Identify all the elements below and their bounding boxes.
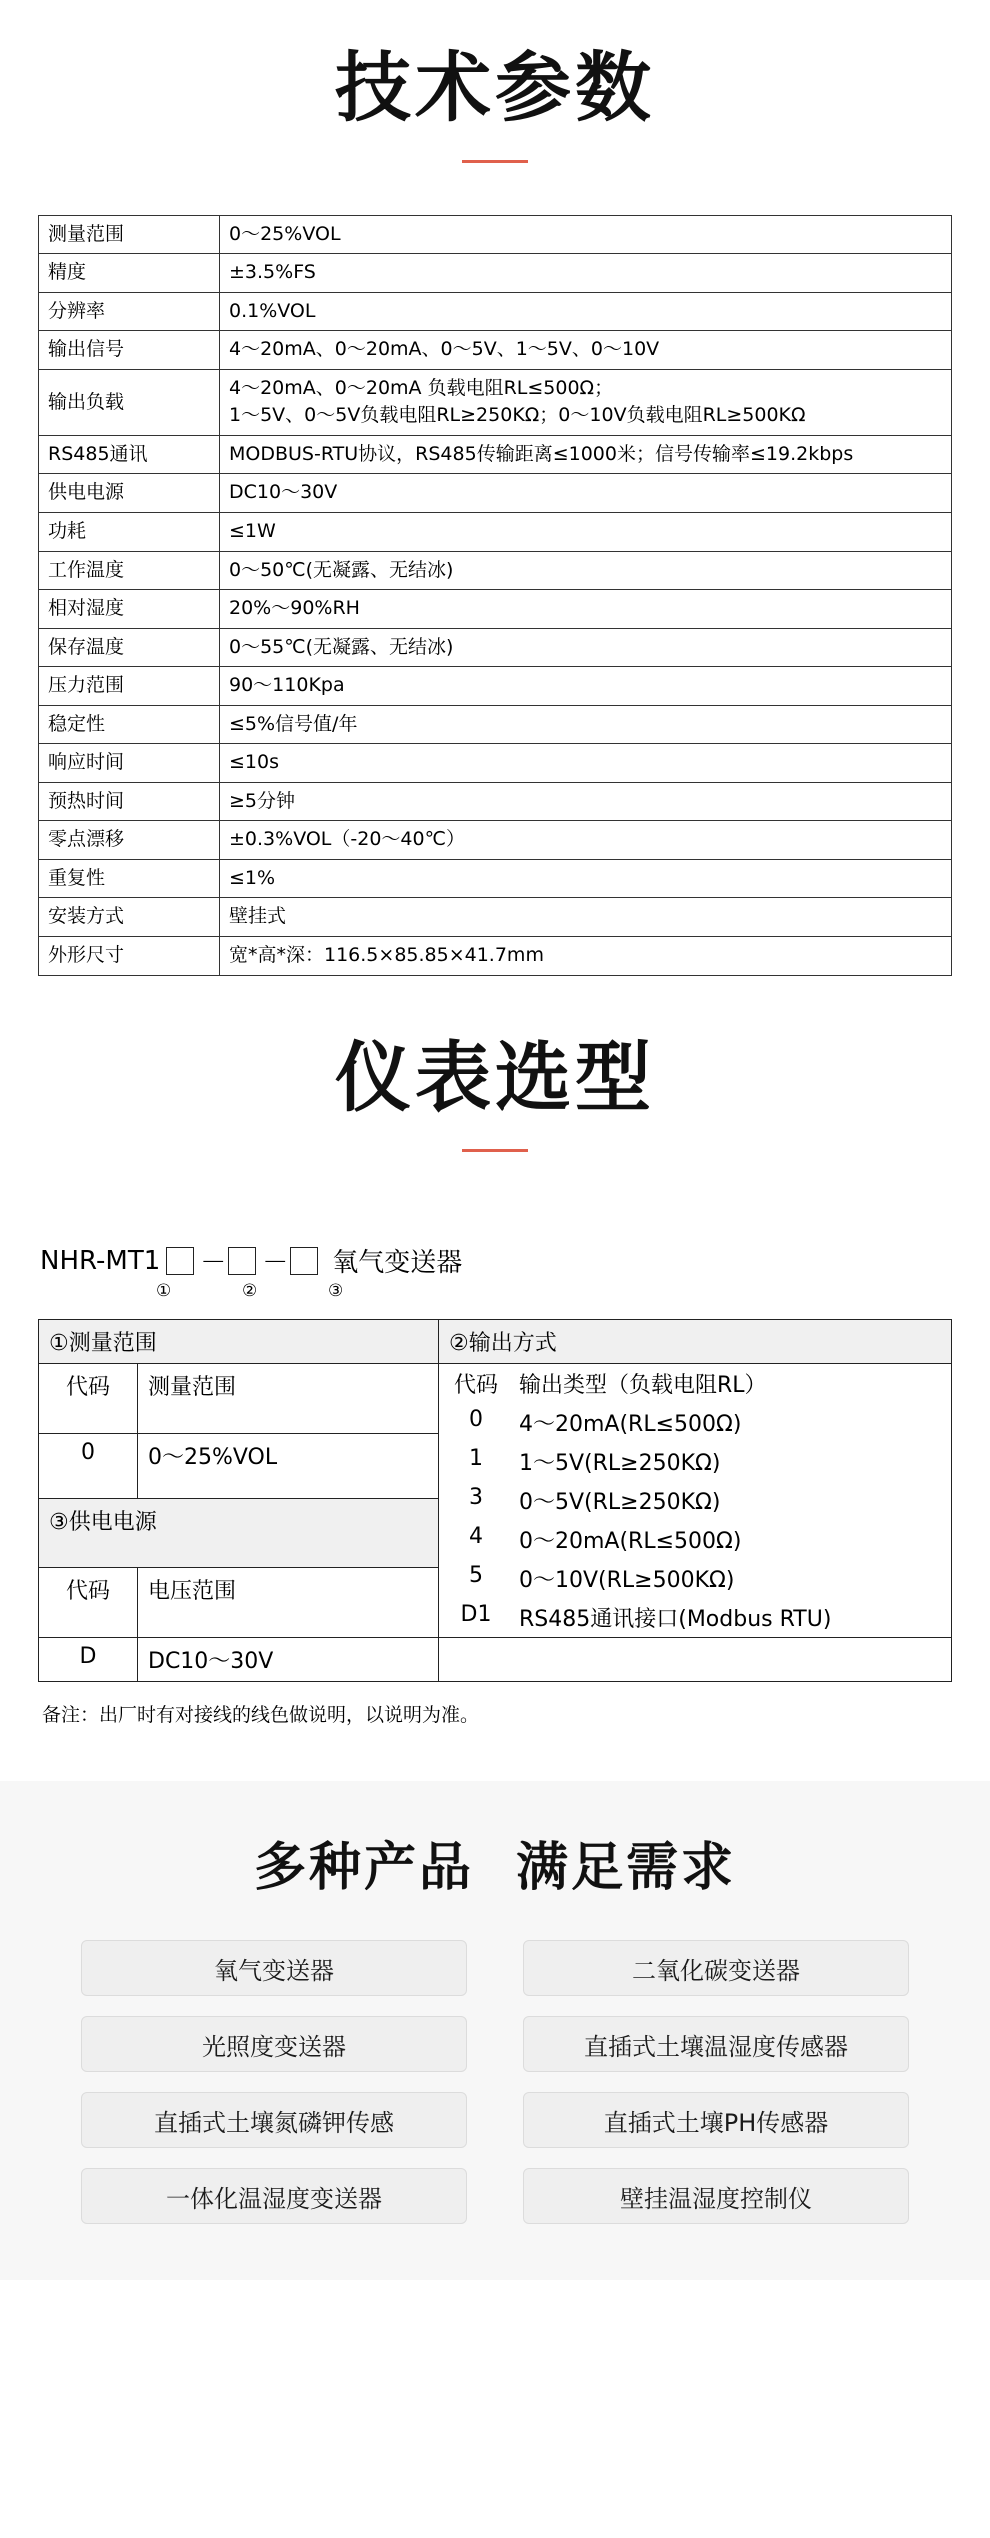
product-chip[interactable]: 直插式土壤PH传感器 xyxy=(523,2092,909,2148)
products-title-right: 满足需求 xyxy=(516,1838,737,1899)
group3-title: ③供电电源 xyxy=(39,1498,439,1568)
page-title-model: 仪表选型 xyxy=(335,1032,655,1122)
table-row xyxy=(39,590,952,629)
spec-value: 壁挂式 xyxy=(220,898,952,937)
spec-label: 压力范围 xyxy=(39,667,220,706)
model-prefix: NHR-MT1 xyxy=(40,1245,161,1276)
output-text: 1～5V(RL≥250KΩ) xyxy=(519,1451,721,1477)
model-dash-1: － xyxy=(200,1248,227,1279)
products-title-left: 多种产品 xyxy=(253,1838,474,1899)
output-code-header: 代码 xyxy=(453,1373,498,1399)
product-chip[interactable]: 二氧化碳变送器 xyxy=(523,1940,909,1996)
spec-label: 供电电源 xyxy=(39,474,220,513)
products-grid xyxy=(0,1940,990,2224)
table-row xyxy=(39,705,952,744)
table-row xyxy=(439,1481,951,1520)
spec-value: ≤1W xyxy=(220,512,952,551)
product-chip[interactable]: 直插式土壤温湿度传感器 xyxy=(523,2016,909,2072)
group2-title: ②输出方式 xyxy=(439,1320,952,1364)
spec-value: 0～50℃(无凝露、无结冰) xyxy=(220,551,952,590)
table-row xyxy=(39,898,952,937)
model-mark-2: ② xyxy=(242,1281,258,1302)
title-divider-model xyxy=(462,1149,528,1152)
model-mark-row xyxy=(38,1281,952,1305)
table-row xyxy=(439,1364,951,1403)
model-dash-2: － xyxy=(262,1248,289,1279)
spec-value-line2: 1～5V、0～5V负载电阻RL≥250KΩ；0～10V负载电阻RL≥500KΩ xyxy=(229,404,806,427)
table-row xyxy=(39,474,952,513)
power-code: D xyxy=(39,1638,138,1682)
table-row xyxy=(439,1598,951,1637)
spec-label: 测量范围 xyxy=(39,215,220,254)
output-text: 0～10V(RL≥500KΩ) xyxy=(519,1568,735,1594)
spec-value: 20%～90%RH xyxy=(220,590,952,629)
spec-value: 4～20mA、0～20mA、0～5V、1～5V、0～10V xyxy=(220,331,952,370)
model-slot-3 xyxy=(290,1247,318,1275)
table-row xyxy=(39,821,952,860)
model-mark-1: ① xyxy=(156,1281,172,1302)
spec-value: ≥5分钟 xyxy=(220,782,952,821)
table-row xyxy=(39,254,952,293)
output-text: 0～20mA(RL≤500Ω) xyxy=(519,1529,742,1555)
table-row xyxy=(39,1638,952,1682)
table-row xyxy=(39,628,952,667)
spec-label: 保存温度 xyxy=(39,628,220,667)
table-row xyxy=(39,936,952,975)
model-mark-3: ③ xyxy=(328,1281,344,1302)
spec-table xyxy=(38,215,952,976)
product-chip[interactable]: 一体化温湿度变送器 xyxy=(81,2168,467,2224)
spec-label: RS485通讯 xyxy=(39,435,220,474)
spec-value: ±0.3%VOL（-20～40℃） xyxy=(220,821,952,860)
range-text: 0～25%VOL xyxy=(138,1433,439,1498)
spec-label: 工作温度 xyxy=(39,551,220,590)
spec-value: ±3.5%FS xyxy=(220,254,952,293)
table-row xyxy=(39,744,952,783)
table-row xyxy=(39,782,952,821)
spec-value: ≤10s xyxy=(220,744,952,783)
output-code: 4 xyxy=(469,1524,483,1550)
spec-value: ≤5%信号值/年 xyxy=(220,705,952,744)
spec-label: 安装方式 xyxy=(39,898,220,937)
output-text: 0～5V(RL≥250KΩ) xyxy=(519,1490,721,1516)
power-text: DC10～30V xyxy=(138,1638,439,1682)
output-text: RS485通讯接口(Modbus RTU) xyxy=(519,1607,832,1633)
spec-value: 0～55℃(无凝露、无结冰) xyxy=(220,628,952,667)
output-code: 1 xyxy=(469,1446,483,1472)
output-code: D1 xyxy=(460,1602,492,1628)
power-code-header: 代码 xyxy=(39,1568,138,1638)
group1-title: ①测量范围 xyxy=(39,1320,439,1364)
range-code: 0 xyxy=(39,1433,138,1498)
spec-value: DC10～30V xyxy=(220,474,952,513)
spec-label: 预热时间 xyxy=(39,782,220,821)
output-code: 3 xyxy=(469,1485,483,1511)
table-row xyxy=(39,551,952,590)
output-text: 4～20mA(RL≤500Ω) xyxy=(519,1412,742,1438)
spec-value-line1: 4～20mA、0～20mA 负载电阻RL≤500Ω； xyxy=(229,376,614,399)
table-row xyxy=(39,512,952,551)
spec-value xyxy=(220,369,952,435)
table-row xyxy=(39,292,952,331)
model-note: 备注：出厂时有对接线的线色做说明，以说明为准。 xyxy=(42,1704,480,1727)
spec-table-container xyxy=(38,215,952,976)
spec-value: 0～25%VOL xyxy=(220,215,952,254)
range-value-header: 测量范围 xyxy=(138,1364,439,1434)
table-row xyxy=(439,1403,951,1442)
spec-value: ≤1% xyxy=(220,859,952,898)
table-row xyxy=(439,1442,951,1481)
spec-label: 外形尺寸 xyxy=(39,936,220,975)
output-code: 0 xyxy=(469,1407,483,1433)
spec-label: 分辨率 xyxy=(39,292,220,331)
model-suffix: 氧气变送器 xyxy=(332,1248,463,1279)
table-row xyxy=(39,859,952,898)
output-code: 5 xyxy=(469,1563,483,1589)
page-title-tech: 技术参数 xyxy=(335,43,655,132)
output-cell xyxy=(439,1364,952,1638)
output-table xyxy=(439,1364,951,1637)
spec-label: 稳定性 xyxy=(39,705,220,744)
spec-label: 响应时间 xyxy=(39,744,220,783)
table-row xyxy=(39,331,952,370)
spec-label: 输出信号 xyxy=(39,331,220,370)
table-row xyxy=(39,215,952,254)
power-value-header: 电压范围 xyxy=(138,1568,439,1638)
product-chip[interactable]: 直插式土壤氮磷钾传感 xyxy=(81,2092,467,2148)
products-section xyxy=(0,1781,990,2280)
table-row xyxy=(39,369,952,435)
spec-label: 精度 xyxy=(39,254,220,293)
selection-table xyxy=(38,1319,952,1682)
empty-cell xyxy=(439,1638,952,1682)
table-row xyxy=(439,1520,951,1559)
model-selection-container xyxy=(38,1198,952,1727)
product-chip[interactable]: 光照度变送器 xyxy=(81,2016,467,2072)
model-slot-2 xyxy=(228,1247,256,1275)
table-row xyxy=(439,1559,951,1598)
table-row xyxy=(39,1364,952,1434)
spec-label: 功耗 xyxy=(39,512,220,551)
spec-value: MODBUS-RTU协议，RS485传输距离≤1000米；信号传输率≤19.2kbps xyxy=(220,435,952,474)
spec-value: 90～110Kpa xyxy=(220,667,952,706)
spec-label: 输出负载 xyxy=(39,369,220,435)
spec-label: 重复性 xyxy=(39,859,220,898)
product-chip[interactable]: 壁挂温湿度控制仪 xyxy=(523,2168,909,2224)
range-code-header: 代码 xyxy=(39,1364,138,1434)
model-code-row xyxy=(40,1242,952,1279)
product-chip[interactable]: 氧气变送器 xyxy=(81,1940,467,1996)
spec-label: 零点漂移 xyxy=(39,821,220,860)
table-row xyxy=(39,435,952,474)
title-divider-tech xyxy=(462,160,528,163)
table-row xyxy=(39,667,952,706)
model-slot-1 xyxy=(166,1247,194,1275)
output-type-header: 输出类型（负载电阻RL） xyxy=(519,1373,767,1399)
products-title xyxy=(0,1825,990,1900)
spec-value: 0.1%VOL xyxy=(220,292,952,331)
spec-value: 宽*高*深：116.5×85.85×41.7mm xyxy=(220,936,952,975)
table-row xyxy=(39,1320,952,1364)
spec-label: 相对湿度 xyxy=(39,590,220,629)
